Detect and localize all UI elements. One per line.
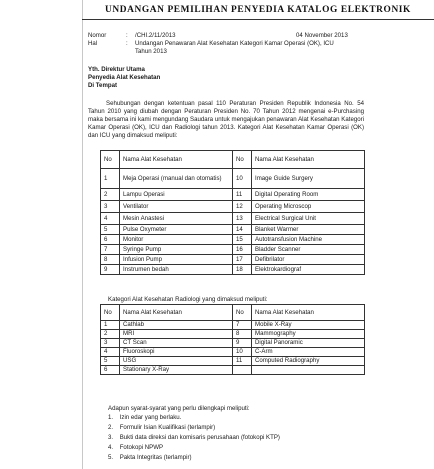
table-row — [101, 245, 365, 255]
table-row — [101, 330, 365, 339]
row-number: 9 — [101, 265, 120, 275]
table-row — [101, 235, 365, 245]
requirement-number: 2. — [108, 424, 114, 431]
body-paragraph: Sehubungan dengan ketentuan pasal 110 Peraturan Presiden Republik Indonesia No. 54 Tahun 2010 yang diubah dengan Peraturan Presiden No. 70 Tahun 2012 mengenai e-Purchasing maka bersama ini kami mengundang Saudara untuk mengajukan penawaran Alat Kesehatan Kategori Kamar Operasi (OK), ICU dan Radiologi tahun 2013. Kategori Alat Kesehatan Kamar Operasi (OK) dan ICU yang dimaksud meliputi: — [88, 100, 364, 139]
table-row — [101, 348, 365, 357]
equipment-name: Operating Microscop — [252, 201, 365, 213]
document-title: UNDANGAN PEMILIHAN PENYEDIA KATALOG ELEKTRONIK — [105, 5, 411, 15]
letter-date: 04 November 2013 — [296, 32, 348, 39]
equipment-name: Elektrokardiograf — [252, 265, 365, 275]
requirement-text: Pakta Integritas (terlampir) — [119, 454, 192, 461]
equipment-name: CT Scan — [120, 339, 233, 348]
equipment-name: Image Guide Surgery — [252, 169, 365, 189]
header-name: Nama Alat Kesehatan — [120, 305, 233, 321]
row-number — [233, 366, 252, 375]
table-row — [101, 265, 365, 275]
table-row — [101, 201, 365, 213]
table-row — [101, 321, 365, 330]
requirement-number: 1. — [108, 414, 114, 421]
row-number: 6 — [101, 235, 120, 245]
hal-label: Hal — [88, 40, 98, 47]
row-number: 14 — [233, 225, 252, 235]
equipment-name: MRI — [120, 330, 233, 339]
row-number: 7 — [101, 245, 120, 255]
equipment-name: Defibrilator — [252, 255, 365, 265]
title-rule — [82, 19, 434, 20]
equipment-name: Infusion Pump — [120, 255, 233, 265]
header-no: No — [233, 151, 252, 169]
hal-line-1: Undangan Penawaran Alat Kesehatan Kategori Kamar Operasi (OK), ICU — [135, 40, 334, 47]
table-row — [101, 255, 365, 265]
requirement-item — [108, 414, 181, 421]
table-row — [101, 366, 365, 375]
header-name: Nama Alat Kesehatan — [252, 151, 365, 169]
equipment-name: C-Arm — [252, 348, 365, 357]
requirement-text: Izin edar yang berlaku. — [119, 414, 182, 421]
equipment-name: Blanket Warmer — [252, 225, 365, 235]
header-name: Nama Alat Kesehatan — [120, 151, 233, 169]
table-row — [101, 169, 365, 189]
recipient-line-3: Di Tempat — [88, 82, 118, 89]
equipment-name: Monitor — [120, 235, 233, 245]
row-number: 5 — [101, 357, 120, 366]
table-row — [101, 189, 365, 201]
requirement-text: Formulir Isian Kualifikasi (terlampir) — [119, 424, 216, 431]
row-number: 12 — [233, 201, 252, 213]
header-no: No — [101, 305, 120, 321]
requirements-intro: Adapun syarat-syarat yang perlu dilengkapi meliputi: — [108, 405, 250, 412]
nomor-value: /CHI.2/11/2013 — [135, 32, 176, 39]
page-margin-line — [82, 0, 83, 469]
row-number: 4 — [101, 213, 120, 225]
equipment-name: Stationary X-Ray — [120, 366, 233, 375]
row-number: 11 — [233, 357, 252, 366]
row-number: 6 — [101, 366, 120, 375]
row-number: 16 — [233, 245, 252, 255]
equipment-name: Computed Radiography — [252, 357, 365, 366]
table-row — [101, 339, 365, 348]
row-number: 15 — [233, 235, 252, 245]
equipment-name: USG — [120, 357, 233, 366]
header-no: No — [233, 305, 252, 321]
hal-line-2: Tahun 2013 — [135, 48, 167, 55]
table-row — [101, 357, 365, 366]
table-header-row — [101, 151, 365, 169]
equipment-name: Ventilator — [120, 201, 233, 213]
requirement-number: 5. — [108, 454, 114, 461]
row-number: 2 — [101, 189, 120, 201]
equipment-name: Mammography — [252, 330, 365, 339]
requirement-item — [108, 444, 163, 451]
requirement-number: 3. — [108, 434, 114, 441]
equipment-name: Mobile X-Ray — [252, 321, 365, 330]
row-number: 17 — [233, 255, 252, 265]
row-number: 11 — [233, 189, 252, 201]
row-number: 13 — [233, 213, 252, 225]
row-number: 10 — [233, 169, 252, 189]
table-row — [101, 225, 365, 235]
row-number: 2 — [101, 330, 120, 339]
row-number: 1 — [101, 321, 120, 330]
equipment-name: Autotransfusion Machine — [252, 235, 365, 245]
radiologi-equipment-table — [100, 304, 365, 375]
requirement-number: 4. — [108, 444, 114, 451]
recipient-line-2: Penyedia Alat Kesehatan — [88, 74, 161, 81]
table-row — [101, 213, 365, 225]
equipment-name: Fluoroskopi — [120, 348, 233, 357]
equipment-name — [252, 366, 365, 375]
table-header-row — [101, 305, 365, 321]
requirement-text: Fotokopi NPWP — [119, 444, 164, 451]
recipient-line-1: Yth. Direktur Utama — [88, 66, 145, 73]
equipment-name: Cathlab — [120, 321, 233, 330]
equipment-name: Pulse Oxymeter — [120, 225, 233, 235]
equipment-name: Lampu Operasi — [120, 189, 233, 201]
nomor-colon: : — [126, 32, 128, 39]
equipment-name: Electrical Surgical Unit — [252, 213, 365, 225]
row-number: 3 — [101, 339, 120, 348]
requirement-item — [108, 454, 192, 461]
equipment-name: Digital Panoramic — [252, 339, 365, 348]
equipment-name: Bladder Scanner — [252, 245, 365, 255]
equipment-name: Instrumen bedah — [120, 265, 233, 275]
header-no: No — [101, 151, 120, 169]
row-number: 4 — [101, 348, 120, 357]
row-number: 3 — [101, 201, 120, 213]
row-number: 5 — [101, 225, 120, 235]
row-number: 9 — [233, 339, 252, 348]
hal-colon: : — [126, 40, 128, 47]
nomor-label: Nomor — [88, 32, 107, 39]
requirement-text: Bukti data direksi dan komisaris perusahaan (fotokopi KTP) — [119, 434, 280, 441]
row-number: 18 — [233, 265, 252, 275]
row-number: 8 — [101, 255, 120, 265]
ok-icu-equipment-table — [100, 150, 365, 275]
row-number: 10 — [233, 348, 252, 357]
header-name: Nama Alat Kesehatan — [252, 305, 365, 321]
row-number: 8 — [233, 330, 252, 339]
requirement-item — [108, 424, 215, 431]
row-number: 1 — [101, 169, 120, 189]
radiologi-intro: Kategori Alat Kesehatan Radiologi yang dimaksud meliputi: — [108, 296, 268, 303]
equipment-name: Digital Operating Room — [252, 189, 365, 201]
equipment-name: Syringe Pump — [120, 245, 233, 255]
row-number: 7 — [233, 321, 252, 330]
equipment-name: Meja Operasi (manual dan otomatis) — [120, 169, 233, 189]
equipment-name: Mesin Anastesi — [120, 213, 233, 225]
requirement-item — [108, 434, 280, 441]
